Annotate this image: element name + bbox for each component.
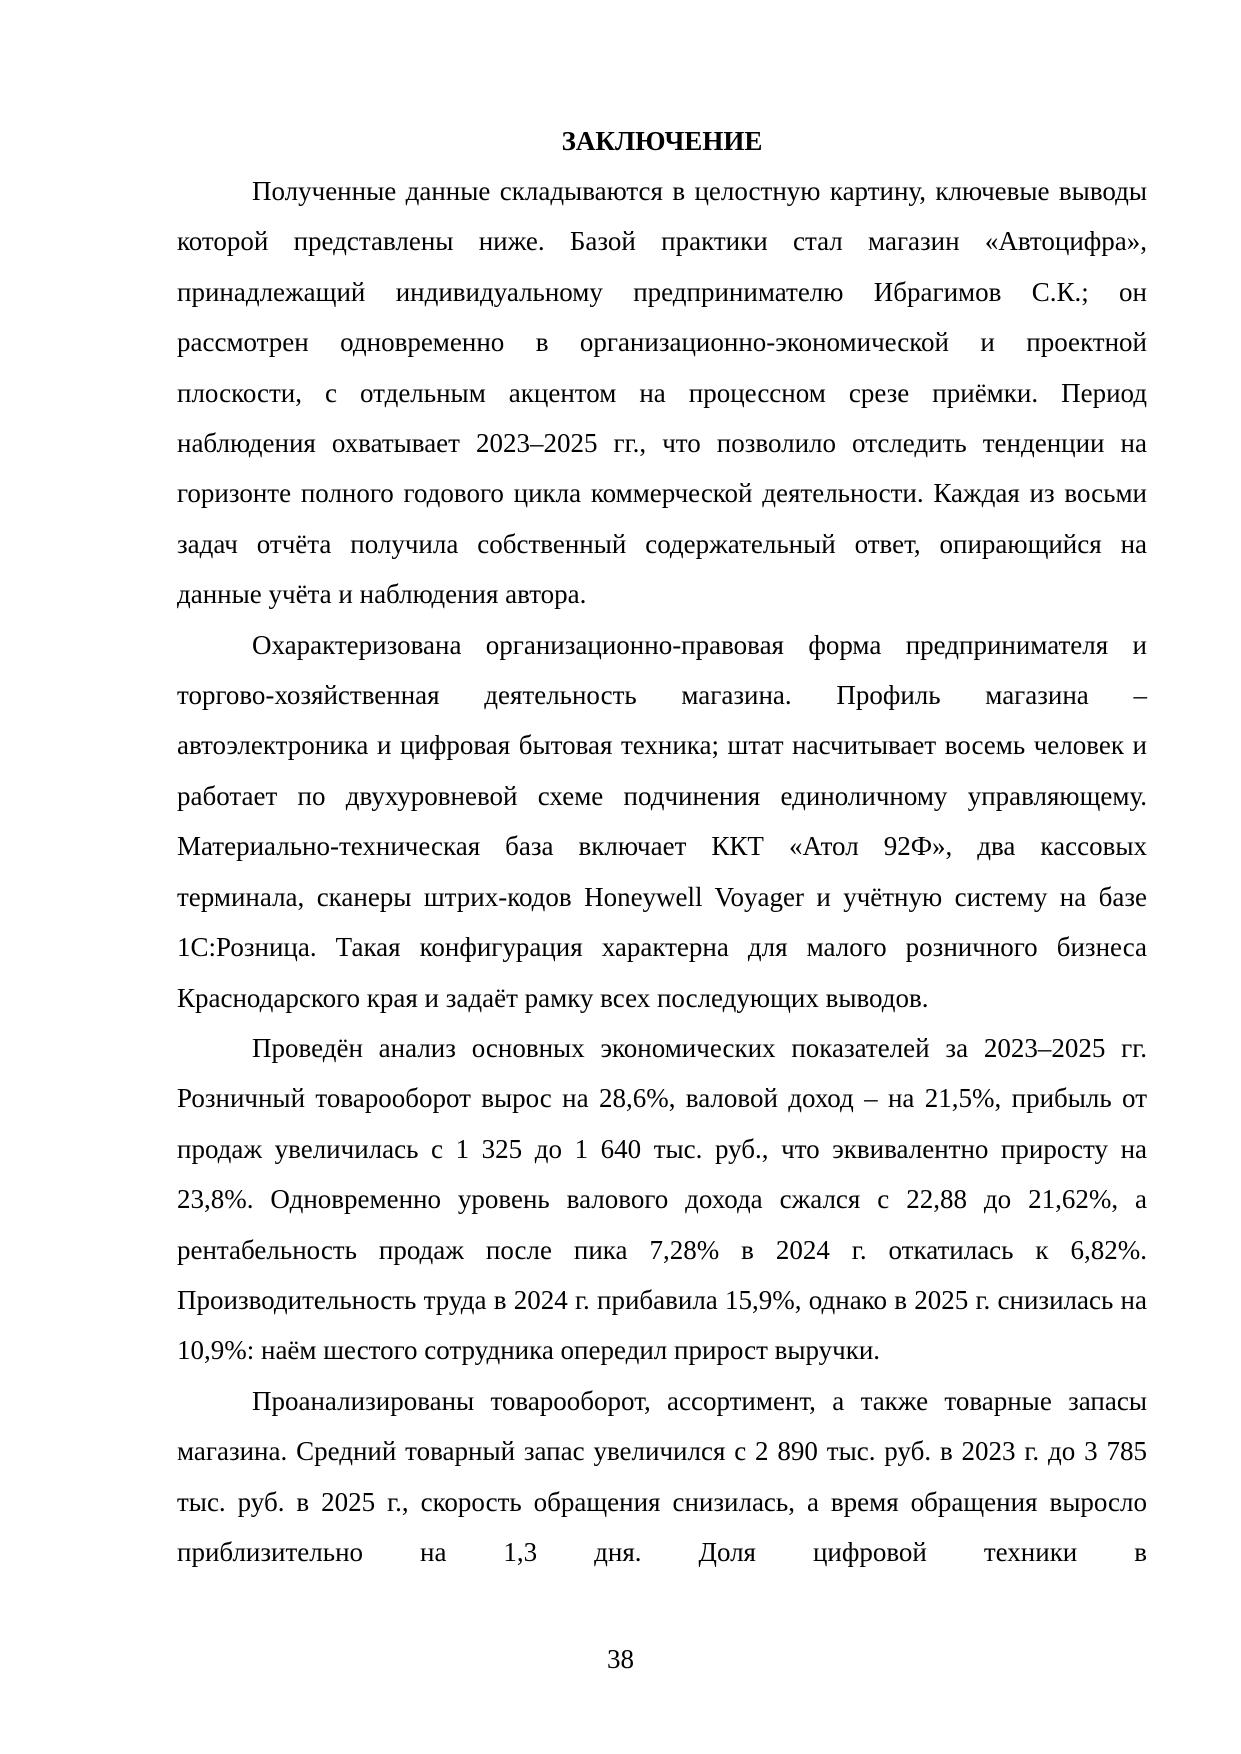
paragraph-2: Охарактеризована организационно-правовая форма предпринимателя и торгово-хозяйственная деятельность магазина. Профиль магазина – автоэлектроника и цифровая бытовая техника; штат насчитывает восемь человек и работает по двухуровневой схеме подчинения единоличному управляющему. Материально-техническая база включает ККТ «Атол 92Ф», два кассовых терминала, сканеры штрих-кодов Honeywell Voyager и учётную систему на базе 1С:Розница. Такая конфигурация характерна для малого розничного бизнеса Краснодарского края и задаёт рамку всех последующих выводов. xyxy=(177,629,1147,1013)
paragraph-3: Проведён анализ основных экономических показателей за 2023–2025 гг. Розничный товарооборот вырос на 28,6%, валовой доход – на 21,5%, прибыль от продаж увеличилась с 1 325 до 1 640 тыс. руб., что эквивалентно приросту на 23,8%. Одновременно уровень валового дохода сжался с 22,88 до 21,62%, а рентабельность продаж после пика 7,28% в 2024 г. откатилась к 6,82%. Производительность труда в 2024 г. прибавила 15,9%, однако в 2025 г. снизилась на 10,9%: наём шестого сотрудника опередил прирост выручки. xyxy=(177,1032,1147,1366)
paragraph-1: Полученные данные складываются в целостную картину, ключевые выводы которой представлены ниже. Базой практики стал магазин «Автоцифра», принадлежащий индивидуальному предпринимателю Ибрагимов С.К.; он рассмотрен одновременно в организационно-экономической и проектной плоскости, с отдельным акцентом на процессном срезе приёмки. Период наблюдения охватывает 2023–2025 гг., что позволило отследить тенденции на горизонте полного годового цикла коммерческой деятельности. Каждая из восьми задач отчёта получила собственный содержательный ответ, опирающийся на данные учёта и наблюдения автора. xyxy=(177,176,1147,610)
paragraph-4: Проанализированы товарооборот, ассортимент, а также товарные запасы магазина. Средний товарный запас увеличился с 2 890 тыс. руб. в 2023 г. до 3 785 тыс. руб. в 2025 г., скорость обращения снизилась, а время обращения выросло приблизительно на 1,3 дня. Доля цифровой техники в xyxy=(177,1385,1147,1567)
page-title: ЗАКЛЮЧЕНИЕ xyxy=(561,126,763,156)
page-number: 38 xyxy=(607,1644,634,1674)
page-content xyxy=(177,116,1147,1577)
